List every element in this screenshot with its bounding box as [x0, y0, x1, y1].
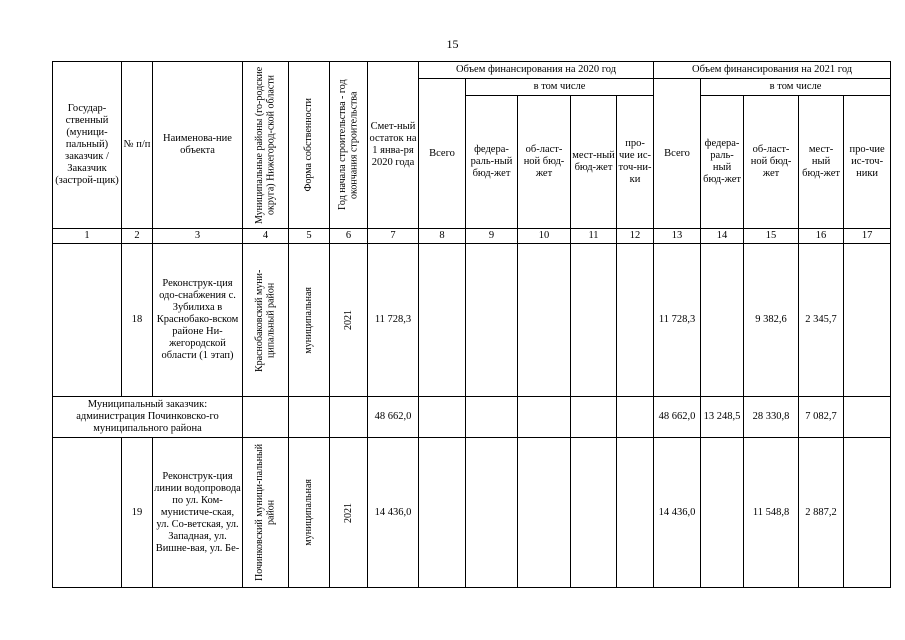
header-regional-2020: об-ласт-ной бюд-жет	[518, 96, 571, 229]
group-federal-2021: 13 248,5	[701, 397, 744, 438]
cell-regional-2021: 9 382,6	[744, 244, 799, 397]
header-including-2020: в том числе	[466, 79, 654, 96]
cell-other-2021	[844, 244, 891, 397]
cell-ownership	[289, 244, 330, 397]
cell-regional-2020	[518, 244, 571, 397]
header-total-2020: Всего	[419, 79, 466, 229]
group-row	[53, 397, 891, 438]
header-ownership-text: Форма собственности	[303, 98, 315, 192]
column-number: 12	[617, 229, 654, 244]
cell-district	[243, 244, 289, 397]
group-remainder: 48 662,0	[368, 397, 419, 438]
header-remainder: Смет-ный остаток на 1 янва-ря 2020 года	[368, 62, 419, 229]
cell-customer	[53, 244, 122, 397]
column-number: 5	[289, 229, 330, 244]
cell-ownership-text: муниципальная	[303, 479, 315, 546]
cell-federal-2021	[701, 244, 744, 397]
cell-other-2021	[844, 397, 891, 438]
cell-ownership	[289, 438, 330, 588]
cell-district	[243, 438, 289, 588]
cell-num: 19	[122, 438, 153, 588]
cell-district	[243, 397, 289, 438]
cell-regional-2021: 11 548,8	[744, 438, 799, 588]
cell-other-2020	[617, 397, 654, 438]
column-number: 11	[571, 229, 617, 244]
cell-other-2021	[844, 438, 891, 588]
cell-district-text: Краснобаковский муни-ципальный район	[254, 268, 277, 372]
column-number: 10	[518, 229, 571, 244]
cell-total-2020	[419, 397, 466, 438]
column-number: 14	[701, 229, 744, 244]
cell-federal-2020	[466, 438, 518, 588]
cell-total-2021: 14 436,0	[654, 438, 701, 588]
cell-regional-2020	[518, 438, 571, 588]
cell-local-2021: 2 345,7	[799, 244, 844, 397]
cell-district-text: Починковский муници-пальный район	[254, 443, 277, 582]
cell-total-2021: 11 728,3	[654, 244, 701, 397]
cell-total-2020	[419, 244, 466, 397]
cell-customer	[53, 438, 122, 588]
cell-year	[330, 397, 368, 438]
header-local-2020: мест-ный бюд-жет	[571, 96, 617, 229]
cell-local-2020	[571, 397, 617, 438]
group-total-2021: 48 662,0	[654, 397, 701, 438]
header-years	[330, 62, 368, 229]
header-name: Наименова-ние объекта	[153, 62, 243, 229]
header-regional-2021: об-ласт-ной бюд-жет	[744, 96, 799, 229]
group-label: Муниципальный заказчик: администрация Починковско-го муниципального района	[53, 397, 243, 438]
header-federal-2020: федера-раль-ный бюд-жет	[466, 96, 518, 229]
financing-table	[52, 61, 891, 588]
header-num: № п/п	[122, 62, 153, 229]
column-number: 8	[419, 229, 466, 244]
cell-local-2020	[571, 244, 617, 397]
cell-object-name: Реконструк-ция линии водопровода по ул. Ком-мунистиче-ская, ул. Со-ветская, ул. Западная, ул. Вишне-вая, ул. Бе-	[153, 438, 243, 588]
table-row	[53, 438, 891, 588]
cell-other-2020	[617, 244, 654, 397]
cell-federal-2020	[466, 244, 518, 397]
column-number: 15	[744, 229, 799, 244]
page-number: 15	[446, 37, 459, 51]
column-number: 9	[466, 229, 518, 244]
header-years-text: Год начала строительства - год окончания строительства	[337, 79, 360, 211]
column-number: 13	[654, 229, 701, 244]
header-other-2020: про-чие ис-точ-ни-ки	[617, 96, 654, 229]
cell-ownership	[289, 397, 330, 438]
column-number: 3	[153, 229, 243, 244]
cell-federal-2020	[466, 397, 518, 438]
cell-year-text: 2021	[342, 502, 354, 523]
column-number-row	[53, 229, 891, 244]
column-number: 6	[330, 229, 368, 244]
column-number: 2	[122, 229, 153, 244]
column-number: 16	[799, 229, 844, 244]
group-local-2021: 7 082,7	[799, 397, 844, 438]
group-regional-2021: 28 330,8	[744, 397, 799, 438]
cell-num: 18	[122, 244, 153, 397]
cell-year	[330, 244, 368, 397]
cell-remainder: 11 728,3	[368, 244, 419, 397]
cell-year	[330, 438, 368, 588]
header-funding-2020: Объем финансирования на 2020 год	[419, 62, 654, 79]
header-district	[243, 62, 289, 229]
header-local-2021: мест-ный бюд-жет	[799, 96, 844, 229]
cell-local-2021: 2 887,2	[799, 438, 844, 588]
header-funding-2021: Объем финансирования на 2021 год	[654, 62, 891, 79]
cell-year-text: 2021	[342, 310, 354, 330]
column-number: 1	[53, 229, 122, 244]
cell-ownership-text: муниципальная	[303, 286, 315, 354]
header-other-2021: про-чие ис-точ-ники	[844, 96, 891, 229]
cell-object-name: Реконструк-ция одо-снабжения с. Зубилиха в Краснобако-вском районе Ни-жегородской области (1 этап)	[153, 244, 243, 397]
cell-regional-2020	[518, 397, 571, 438]
header-including-2021: в том числе	[701, 79, 891, 96]
column-number: 17	[844, 229, 891, 244]
cell-other-2020	[617, 438, 654, 588]
cell-local-2020	[571, 438, 617, 588]
header-federal-2021: федера-раль-ный бюд-жет	[701, 96, 744, 229]
table-row	[53, 244, 891, 397]
header-total-2021: Всего	[654, 79, 701, 229]
header-customer: Государ-ственный (муници-пальный) заказчик / Заказчик (застрой-щик)	[53, 62, 122, 229]
column-number: 7	[368, 229, 419, 244]
cell-total-2020	[419, 438, 466, 588]
cell-federal-2021	[701, 438, 744, 588]
header-ownership	[289, 62, 330, 229]
column-number: 4	[243, 229, 289, 244]
header-district-text: Муниципальные районы (го-родские округа) Нижегород-ской области	[254, 66, 277, 224]
cell-remainder: 14 436,0	[368, 438, 419, 588]
